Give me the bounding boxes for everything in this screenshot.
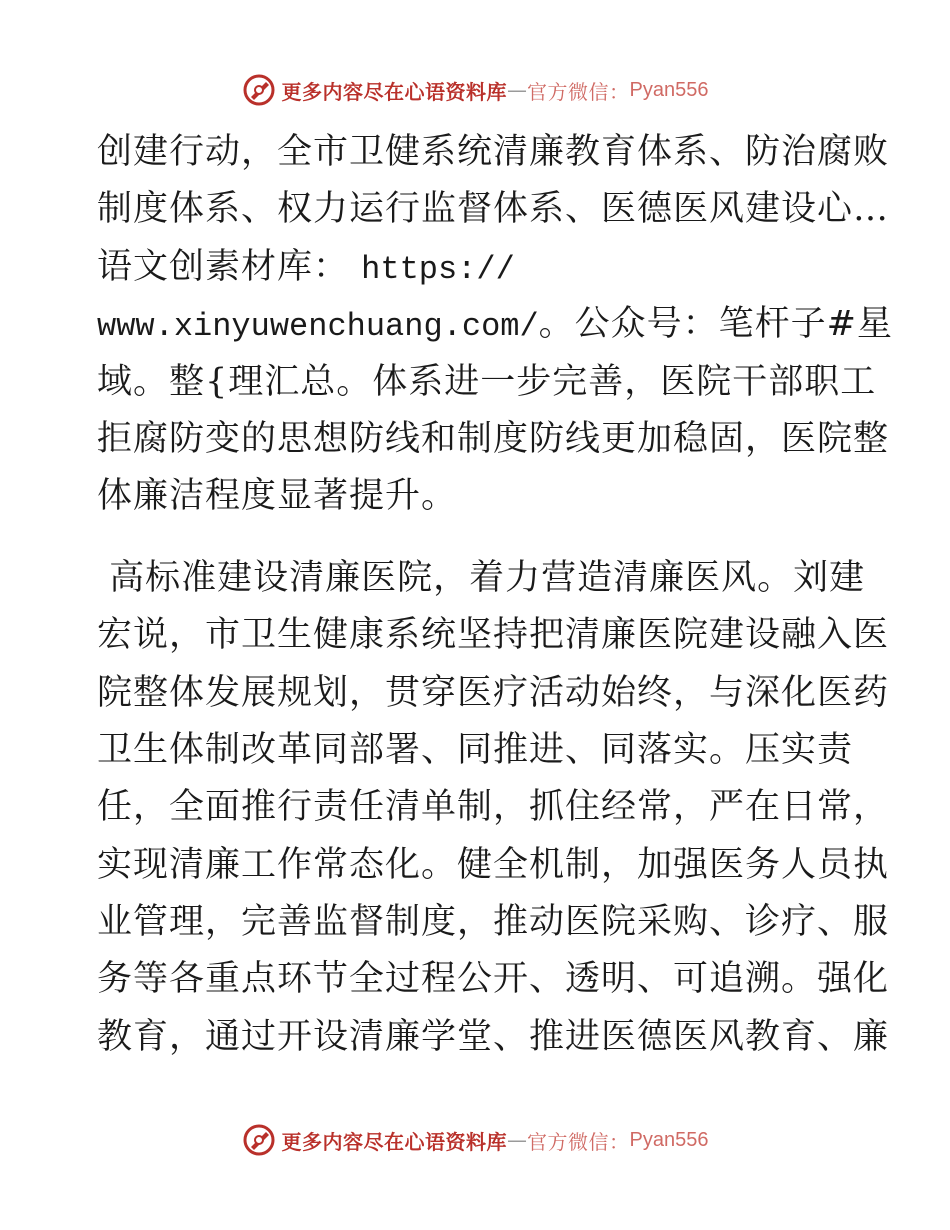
header-banner — [0, 70, 950, 110]
text-line: 拒腐防变的思想防线和制度防线更加稳固，医院整 — [97, 418, 890, 459]
text-line: 体廉洁程度显著提升。 — [97, 476, 458, 517]
url-part: https:// — [361, 250, 515, 288]
url-link: www.xinyuwenchuang.com/ — [97, 308, 539, 346]
footer-banner — [0, 1120, 950, 1160]
text-line: 卫生体制改革同部署、同推进、同落实。压实责 — [97, 729, 854, 770]
footer-wechat-label: 官方微信： — [527, 1129, 630, 1154]
text-line: 域。整{理汇总。体系进一步完善，医院干部职工 — [97, 361, 877, 402]
text-line: 实现清廉工作常态化。健全机制，加强医务人员执 — [97, 844, 890, 885]
text-line: 高标准建设清廉医院，着力营造清廉医风。刘建 — [97, 557, 866, 598]
text-line — [97, 239, 857, 296]
text-line — [97, 296, 893, 353]
footer-wechat-id: Pyan556 — [629, 1128, 709, 1151]
header-site-name: 更多内容尽在心语资料库 — [281, 79, 508, 104]
text-line: 教育，通过开设清廉学堂、推进医德医风教育、廉 — [97, 1016, 890, 1057]
footer-dash: — — [507, 1128, 528, 1152]
text-line: 业管理，完善监督制度，推动医院采购、诊疗、服 — [97, 902, 890, 943]
header-dash: — — [507, 78, 528, 102]
footer-site-name: 更多内容尽在心语资料库 — [281, 1129, 508, 1154]
brand-logo-icon — [242, 1123, 276, 1157]
brand-logo-icon — [242, 73, 276, 107]
header-wechat-label: 官方微信： — [527, 79, 630, 104]
paragraph-gap — [97, 526, 857, 550]
document-body — [97, 124, 893, 1066]
text-segment: 。公众号：笔杆子#星 — [538, 304, 893, 345]
text-line: 制度体系、权力运行监督体系、医德医风建设心… — [97, 189, 890, 230]
text-line: 宏说，市卫生健康系统坚持把清廉医院建设融入医 — [97, 615, 890, 656]
text-line: 创建行动，全市卫健系统清廉教育体系、防治腐败 — [97, 132, 890, 172]
header-wechat-id: Pyan556 — [629, 78, 709, 101]
text-line: 任，全面推行责任清单制，抓住经常，严在日常， — [97, 787, 890, 828]
text-line: 务等各重点环节全过程公开、透明、可追溯。强化 — [97, 959, 890, 1000]
text-line: 院整体发展规划，贯穿医疗活动始终，与深化医药 — [97, 672, 890, 713]
text-segment: 语文创素材库： — [97, 246, 350, 287]
